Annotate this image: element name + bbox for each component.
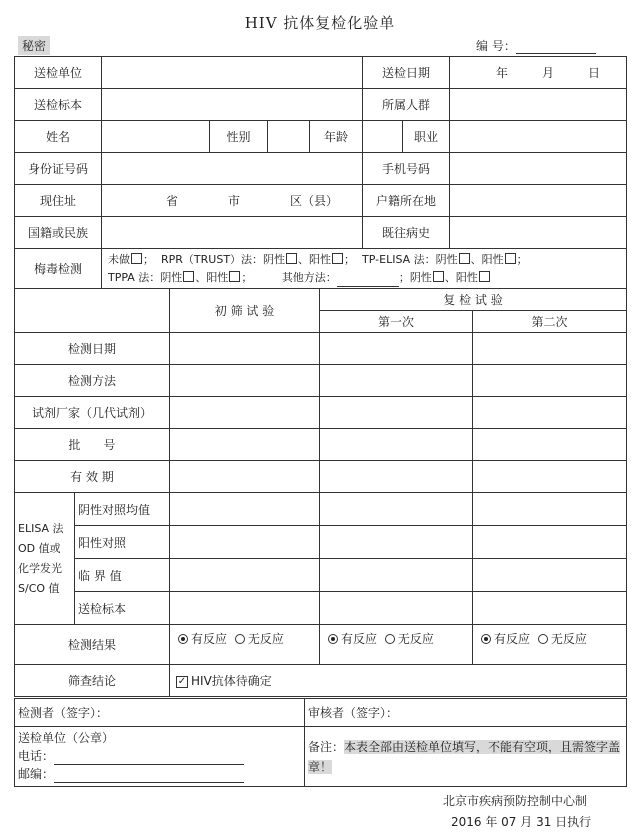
separator: 、 [298,252,310,266]
initial-maker-field[interactable] [170,397,320,429]
maker-label: 试剂厂家（几代试剂） [15,397,170,429]
initial-batch-field[interactable] [170,429,320,461]
signature-table [14,698,627,787]
address-field[interactable] [102,185,363,217]
cutoff-label: 临 界 值 [75,559,170,592]
phone-field[interactable] [450,153,627,185]
second-header: 第二次 [473,311,627,333]
province-label: 省 [166,194,179,208]
second-result [473,625,627,665]
sample-value-label: 送检标本 [75,592,170,625]
serial-number [476,37,596,54]
other-label: 其他方法： [281,270,337,284]
pos-ctrl-label: 阳性对照 [75,526,170,559]
first-expiry-field[interactable] [320,461,473,493]
second-expiry-field[interactable] [473,461,627,493]
initial-posctrl-field[interactable] [170,526,320,559]
serial-field[interactable] [516,41,596,54]
conclusion-label: 筛查结论 [15,665,170,697]
job-field[interactable] [450,121,627,153]
neg-label: 阴性 [160,270,183,284]
note-cell [305,727,627,787]
district-label: 区（县） [290,194,339,208]
info-table [14,56,627,289]
first-negctrl-field[interactable] [320,493,473,526]
initial-sample-field[interactable] [170,592,320,625]
id-field[interactable] [102,153,363,185]
second-cutoff-field[interactable] [473,559,627,592]
pos-label: 阳性 [206,270,229,284]
initial-test-header: 初 筛 试 验 [170,289,320,333]
expiry-label: 有 效 期 [15,461,170,493]
nonreactive-label: 无反应 [550,632,587,646]
reactive-label: 有反应 [494,632,531,646]
note-label: 备注： [308,740,345,754]
not-done-checkbox[interactable] [131,253,142,264]
second-sample-field[interactable] [473,592,627,625]
separator: ； [143,252,154,266]
neg-ctrl-label: 阴性对照均值 [75,493,170,526]
send-date-label: 送检日期 [363,57,450,89]
first-cutoff-field[interactable] [320,559,473,592]
secret-mark: 秘密 [18,36,50,55]
separator: 、 [444,270,456,284]
issuer: 北京市疾病预防控制中心制 [443,794,588,808]
result-label: 检测结果 [15,625,170,665]
first-result [320,625,473,665]
day-label: 日 [588,66,601,80]
test-table [14,288,627,697]
separator: 、 [195,270,207,284]
separator: ； [398,270,410,284]
tester-label: 检测者（签字）： [18,706,109,720]
crowd-label: 所属人群 [363,89,450,121]
second-negctrl-field[interactable] [473,493,627,526]
address-label: 现住址 [15,185,102,217]
rpr-label: RPR（TRUST）法： [161,252,264,266]
unit-seal-cell[interactable] [15,727,305,787]
second-maker-field[interactable] [473,397,627,429]
gender-label: 性别 [210,121,268,153]
tppa-pos-checkbox[interactable] [229,271,240,282]
first-date-field[interactable] [320,333,473,365]
nationality-field[interactable] [102,217,363,249]
conclusion-field [170,665,627,697]
age-label: 年龄 [310,121,363,153]
serial-label: 编 号： [476,39,516,53]
second-batch-field[interactable] [473,429,627,461]
tpelisa-pos-checkbox[interactable] [505,253,516,264]
reactive-label: 有反应 [341,632,378,646]
send-date-field[interactable] [450,57,627,89]
note-text: 本表全部由送检单位填写，不能有空项，且需签字盖章！ [308,740,621,774]
age-field[interactable] [363,121,403,153]
send-unit-label: 送检单位 [15,57,102,89]
unit-seal-label: 送检单位（公章） [18,731,115,745]
name-field[interactable] [102,121,210,153]
neg-label: 阴性 [263,252,286,266]
reviewer-label: 审核者（签字）： [308,706,399,720]
crowd-field[interactable] [450,89,627,121]
other-pos-checkbox[interactable] [479,271,490,282]
id-label: 身份证号码 [15,153,102,185]
rpr-pos-checkbox[interactable] [332,253,343,264]
other-method-field[interactable] [337,274,399,287]
year-label: 年 [496,66,509,80]
tppa-neg-checkbox[interactable] [183,271,194,282]
tpelisa-label: TP-ELISA 法： [362,252,436,266]
batch-label: 批 号 [15,429,170,461]
form-title: HIV 抗体复检化验单 [244,14,396,32]
other-neg-checkbox[interactable] [433,271,444,282]
pending-label: HIV抗体待确定 [191,674,272,688]
tel-label: 电话： [18,749,55,763]
corner-cell [15,289,170,333]
phone-label: 手机号码 [363,153,450,185]
first-reactive-radio[interactable] [328,634,338,644]
separator: 、 [470,252,482,266]
sample-field[interactable] [102,89,363,121]
initial-negctrl-field[interactable] [170,493,320,526]
first-sample-field[interactable] [320,592,473,625]
tppa-label: TPPA 法： [108,270,161,284]
syphilis-label: 梅毒检测 [15,249,102,289]
initial-date-field[interactable] [170,333,320,365]
month-label: 月 [542,66,555,80]
recheck-header: 复 检 试 验 [320,289,627,311]
huji-label: 户籍所在地 [363,185,450,217]
first-batch-field[interactable] [320,429,473,461]
pending-checkbox[interactable]: ✓ [177,675,187,687]
name-label: 姓名 [15,121,102,153]
test-date-label: 检测日期 [15,333,170,365]
first-nonreactive-radio[interactable] [385,634,395,644]
second-nonreactive-radio[interactable] [538,634,548,644]
reactive-label: 有反应 [191,632,228,646]
syphilis-options [102,249,627,289]
not-done-label: 未做 [108,252,130,266]
first-method-field[interactable] [320,365,473,397]
separator: ； [516,252,528,266]
pos-label: 阳性 [309,252,332,266]
pos-label: 阳性 [455,270,478,284]
pos-label: 阳性 [481,252,504,266]
tel-field[interactable] [54,752,244,765]
neg-label: 阴性 [435,252,458,266]
mail-label: 邮编： [18,767,55,781]
first-header: 第一次 [320,311,473,333]
elisa-label: ELISA 法 OD 值或化学发光 S/CO 值 [15,493,75,625]
nonreactive-label: 无反应 [247,632,284,646]
reviewer-cell[interactable] [305,699,627,727]
sample-label: 送检标本 [15,89,102,121]
mail-field[interactable] [54,770,244,783]
second-posctrl-field[interactable] [473,526,627,559]
nationality-label: 国籍或民族 [15,217,102,249]
second-reactive-radio[interactable] [481,634,491,644]
initial-result [170,625,320,665]
rpr-neg-checkbox[interactable] [286,253,297,264]
send-unit-field[interactable] [102,57,363,89]
city-label: 市 [228,194,241,208]
effective-date: 2016 年 07 月 31 日执行 [451,815,592,829]
job-label: 职业 [403,121,450,153]
first-maker-field[interactable] [320,397,473,429]
nonreactive-label: 无反应 [397,632,434,646]
separator: ； [241,270,253,284]
initial-method-field[interactable] [170,365,320,397]
tester-cell[interactable] [15,699,305,727]
gender-field[interactable] [268,121,310,153]
history-field[interactable] [450,217,627,249]
initial-nonreactive-radio[interactable] [235,634,245,644]
second-date-field[interactable] [473,333,627,365]
tpelisa-neg-checkbox[interactable] [459,253,470,264]
test-method-label: 检测方法 [15,365,170,397]
neg-label: 阴性 [409,270,432,284]
second-method-field[interactable] [473,365,627,397]
huji-field[interactable] [450,185,627,217]
initial-cutoff-field[interactable] [170,559,320,592]
separator: ； [344,252,356,266]
initial-reactive-radio[interactable] [178,634,188,644]
initial-expiry-field[interactable] [170,461,320,493]
history-label: 既往病史 [363,217,450,249]
first-posctrl-field[interactable] [320,526,473,559]
